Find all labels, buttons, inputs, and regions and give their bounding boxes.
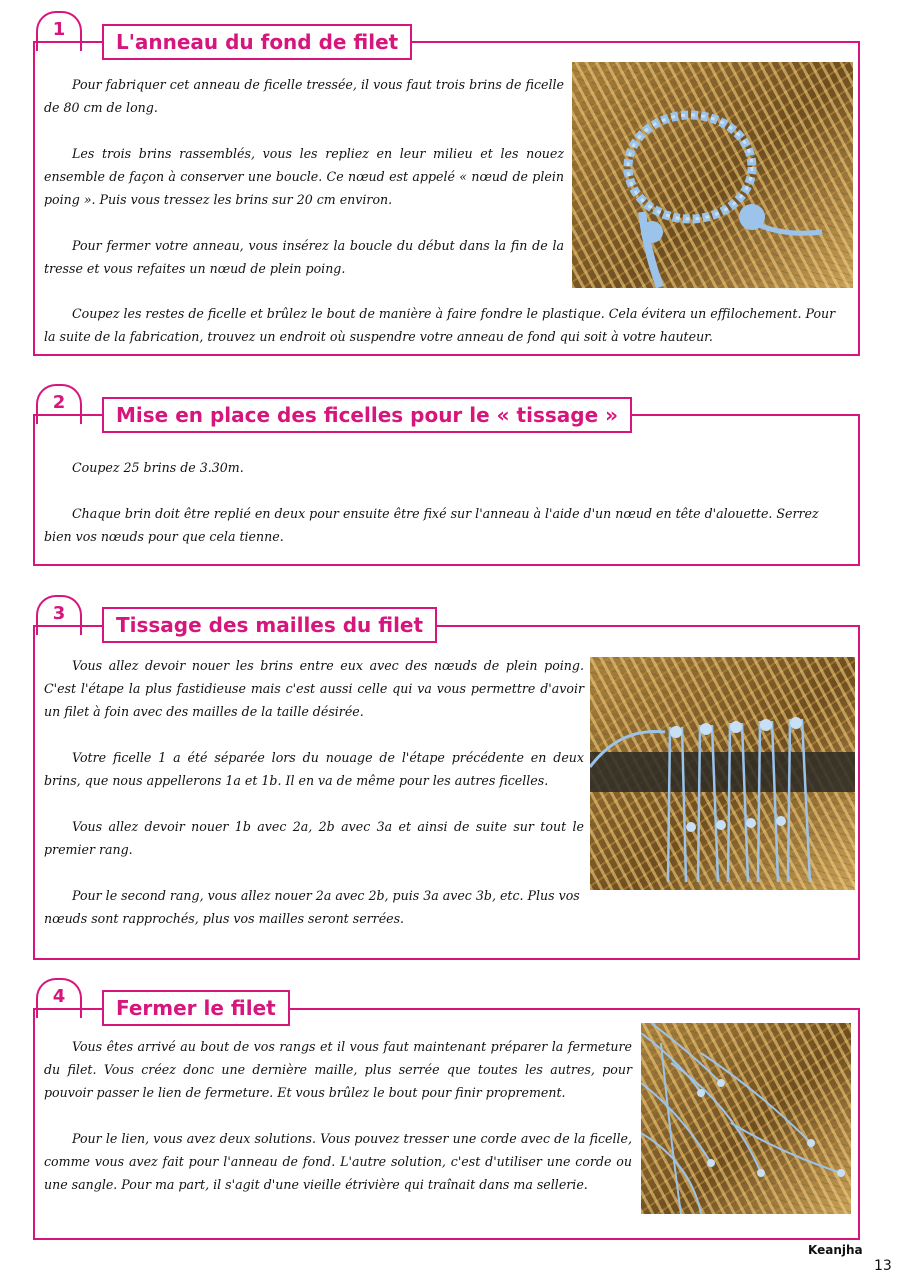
page-number: 13 <box>874 1258 892 1274</box>
section-3-title: Tissage des mailles du filet <box>102 607 437 643</box>
section-1-text-wide <box>44 302 844 348</box>
section-2-title: Mise en place des ficelles pour le « tissage » <box>102 397 632 433</box>
author-signature: Keanjha <box>808 1243 863 1257</box>
section-4-text <box>44 1035 632 1196</box>
section-4-paragraph: Vous êtes arrivé au bout de vos rangs et il vous faut maintenant préparer la fermeture du filet. Vous créez donc une dernière maille, plus serrée que toutes les autres, pour pouvoir passer le lien de fermeture. Et vous brûlez le bout pour finir proprement. <box>44 1039 632 1100</box>
section-4-number: 4 <box>52 986 66 1007</box>
section-3-text <box>44 654 584 930</box>
section-4-title: Fermer le filet <box>102 990 290 1026</box>
section-3-paragraph: Vous allez devoir nouer 1b avec 2a, 2b avec 3a et ainsi de suite sur tout le premier rang. <box>44 819 584 857</box>
section-3-paragraph: Votre ficelle 1 a été séparée lors du nouage de l'étape précédente en deux brins, que nous appellerons 1a et 1b. Il en va de même pour les autres ficelles. <box>44 750 584 788</box>
section-2-text <box>44 456 844 548</box>
net-closing-photo <box>641 1023 851 1214</box>
section-1-paragraph: Les trois brins rassemblés, vous les repliez en leur milieu et les nouez ensemble de façon à conserver une boucle. Ce nœud est appelé « nœud de plein poing ». Puis vous tressez les brins sur 20 cm environ. <box>44 146 564 207</box>
section-1-paragraph: Coupez les restes de ficelle et brûlez le bout de manière à faire fondre le plastique. Cela évitera un effilochement. Pour la suite de la fabrication, trouvez un endroit où suspendre votre anneau de fond qui soit à votre hauteur. <box>44 306 836 344</box>
section-3-paragraph: Vous allez devoir nouer les brins entre eux avec des nœuds de plein poing. C'est l'étape la plus fastidieuse mais c'est aussi celle qui va vous permettre d'avoir un filet à foin avec des mailles de la taille désirée. <box>44 658 584 719</box>
section-2-paragraph: Chaque brin doit être replié en deux pour ensuite être fixé sur l'anneau à l'aide d'un nœud en tête d'alouette. Serrez bien vos nœuds pour que cela tienne. <box>44 506 819 544</box>
section-2-paragraph: Coupez 25 brins de 3.30m. <box>72 460 244 475</box>
section-1-title: L'anneau du fond de filet <box>102 24 412 60</box>
section-3-number: 3 <box>52 603 66 624</box>
section-1-paragraph: Pour fermer votre anneau, vous insérez la boucle du début dans la fin de la tresse et vous refaites un nœud de plein poing. <box>44 238 564 276</box>
section-1-paragraph: Pour fabriquer cet anneau de ficelle tressée, il vous faut trois brins de ficelle de 80 cm de long. <box>44 77 564 115</box>
braided-ring-photo <box>572 62 853 288</box>
section-4-paragraph: Pour le lien, vous avez deux solutions. Vous pouvez tresser une corde avec de la ficelle, comme vous avez fait pour l'anneau de fond. L'autre solution, c'est d'utiliser une corde ou une sangle. Pour ma part, il s'agit d'une vieille étrivière qui traînait dans ma sellerie. <box>44 1131 632 1192</box>
net-knotting-photo <box>590 657 855 890</box>
section-1-text <box>44 73 564 280</box>
section-3-paragraph: Pour le second rang, vous allez nouer 2a avec 2b, puis 3a avec 3b, etc. Plus vos nœuds sont rapprochés, plus vos mailles seront serrées. <box>44 888 580 926</box>
section-2-number: 2 <box>52 392 66 413</box>
section-1-number: 1 <box>52 19 66 40</box>
